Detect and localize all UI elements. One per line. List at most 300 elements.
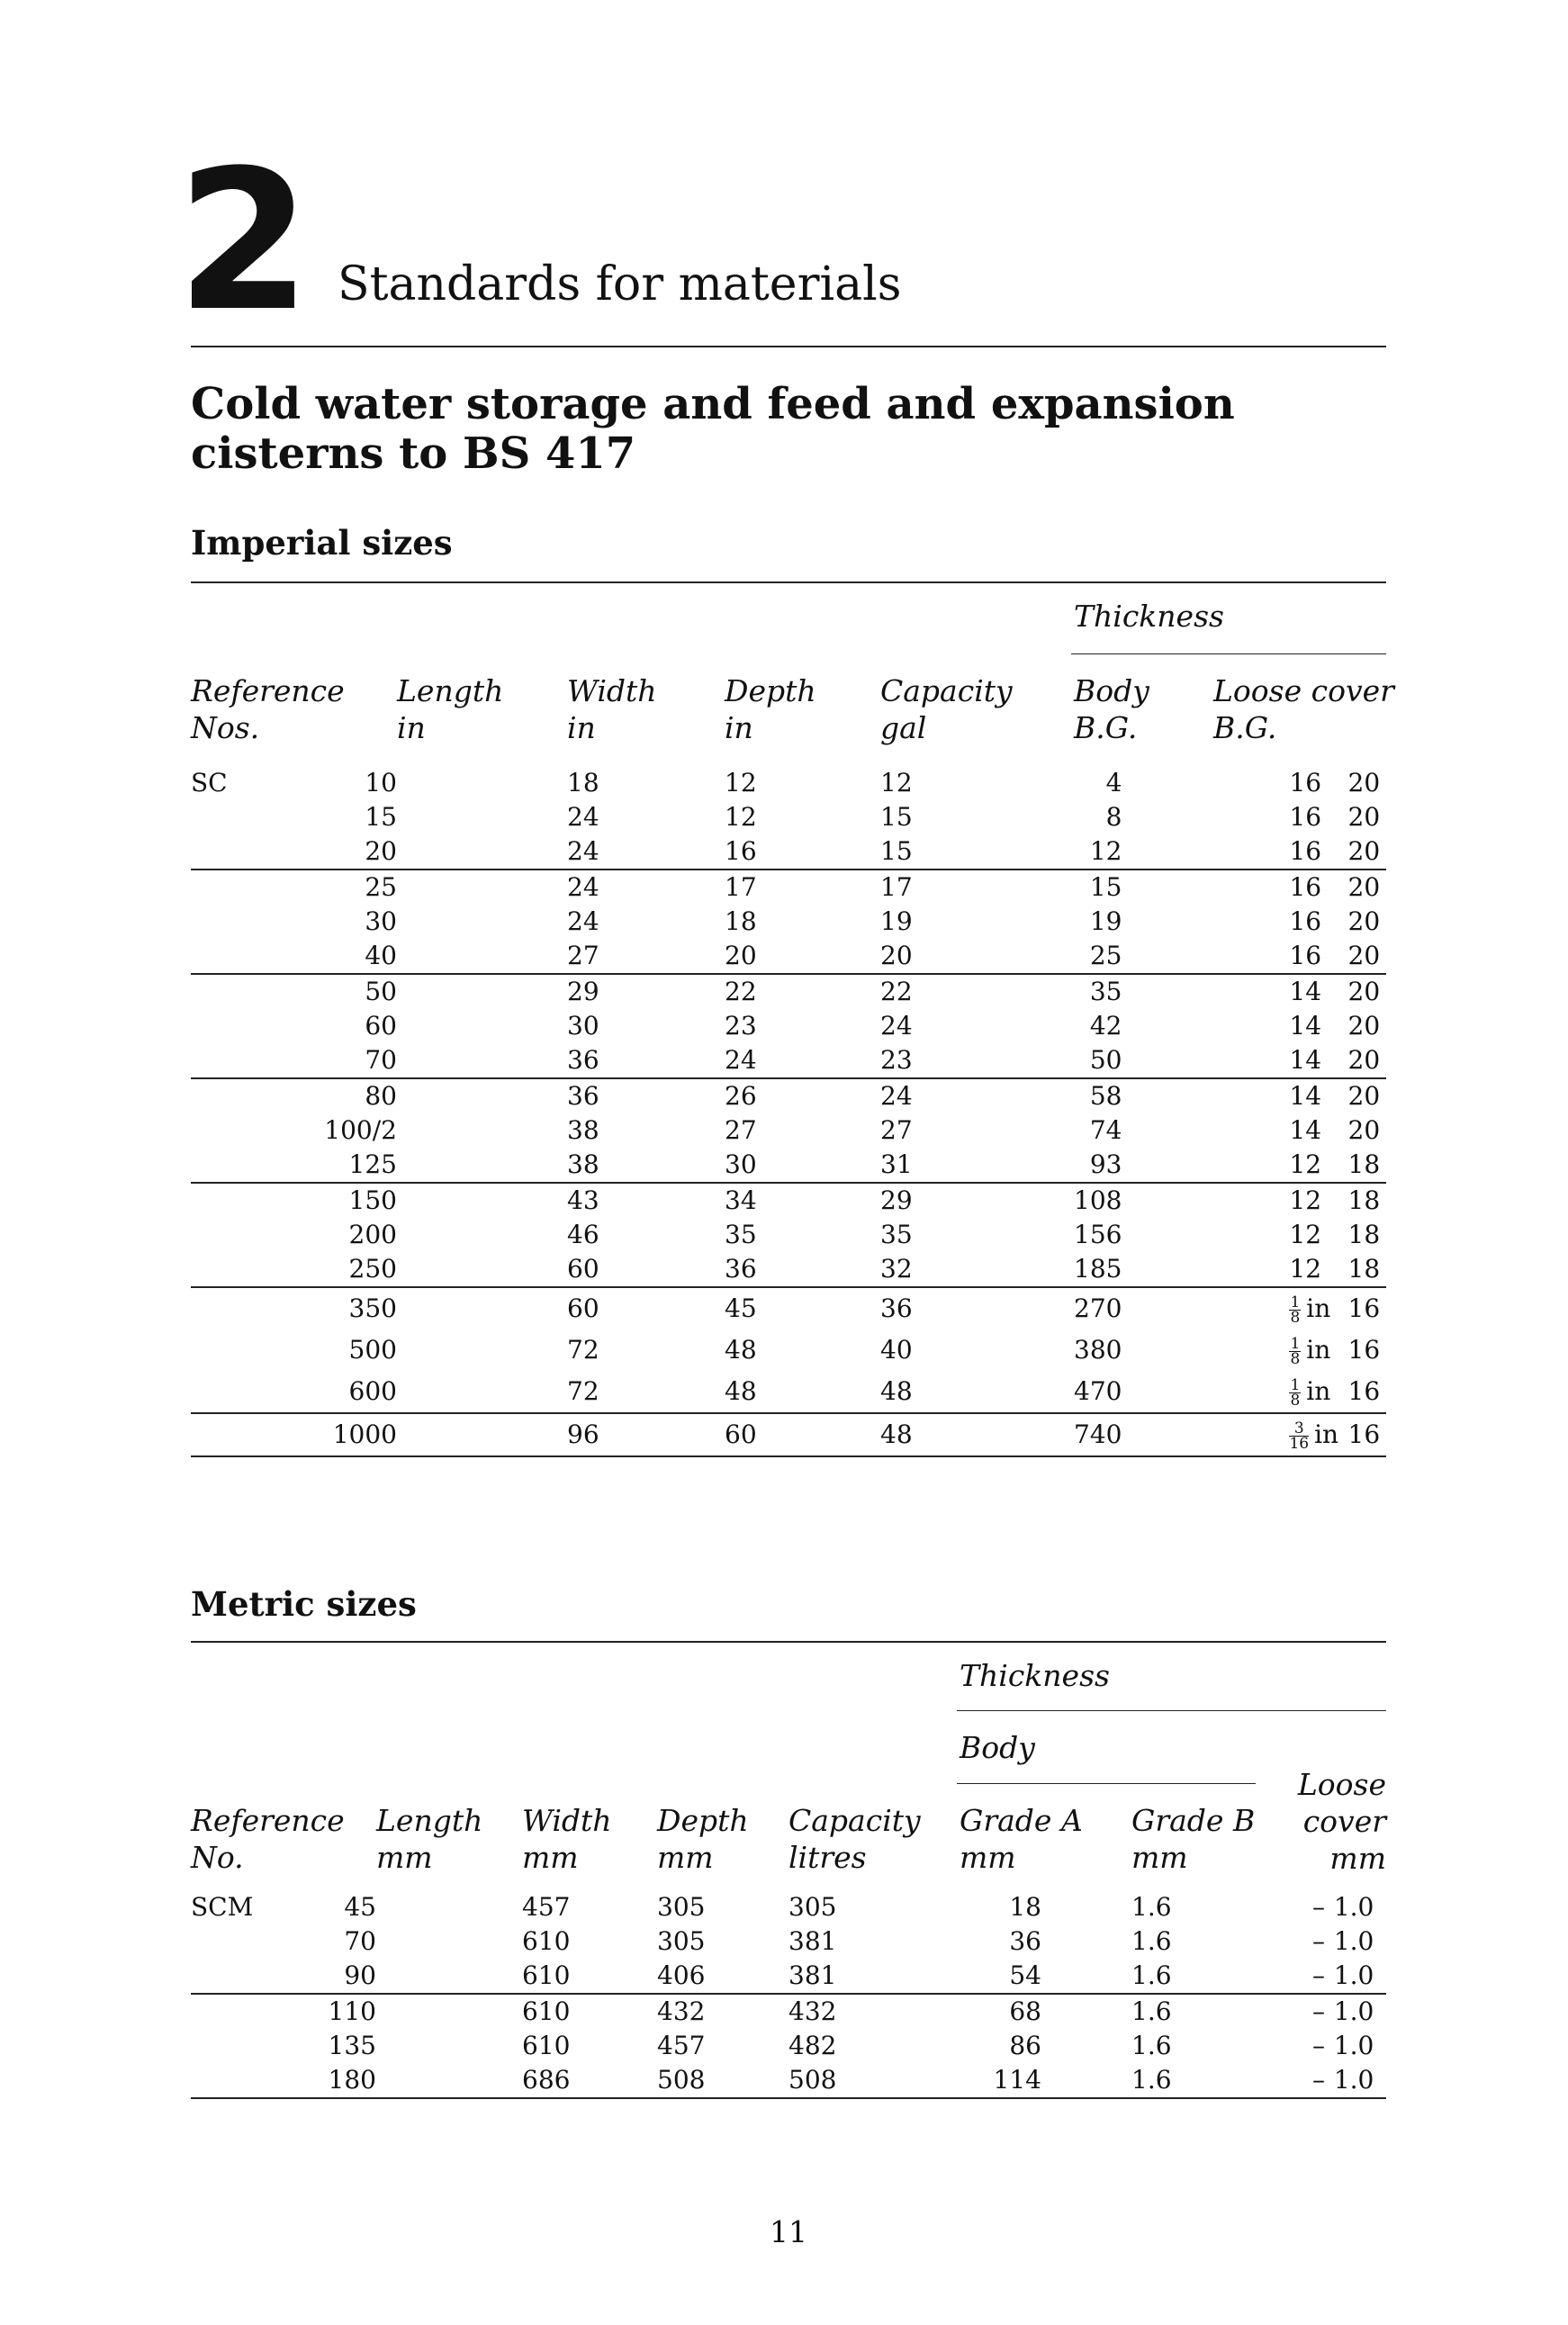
capacity-cell: 42 — [1089, 1011, 1122, 1041]
length-cell: 27 — [567, 941, 599, 970]
grade-a-cell: 1.6 — [1131, 1994, 1296, 2029]
width-cell: 305 — [657, 1926, 706, 1956]
width-cell: 305 — [657, 1892, 706, 1922]
fraction-denominator: 8 — [1290, 1350, 1301, 1368]
length-cell: 96 — [567, 1413, 725, 1456]
length-cell: 610 — [522, 1960, 571, 1990]
width-cell: 508 — [657, 2063, 789, 2098]
spacer-cell — [376, 1924, 522, 1959]
imperial-depth-header: Depth in — [725, 673, 816, 745]
length-cell: 24 — [567, 802, 599, 832]
width-cell: 27 — [725, 1115, 757, 1145]
body-cell: 12 — [1289, 1183, 1347, 1218]
table-row — [191, 1413, 1386, 1456]
capacity-cell: 25 — [1089, 941, 1122, 970]
grade-b-cell: – — [1296, 1994, 1334, 2029]
fraction-unit: in — [1306, 1293, 1331, 1323]
body-cell: 14 — [1289, 974, 1347, 1009]
capacity-cell: 86 — [1009, 2031, 1041, 2060]
fraction-unit: in — [1306, 1376, 1331, 1406]
table-row — [191, 1078, 1386, 1113]
spacer-cell — [397, 1148, 567, 1183]
reference-cell: 80 — [312, 1078, 397, 1113]
spacer-cell — [397, 800, 567, 834]
spacer-cell — [376, 1890, 522, 1924]
length-cell: 72 — [567, 1376, 599, 1406]
imperial-capacity-header: Capacity gal — [880, 673, 1013, 745]
grade-a-cell: 1.6 — [1131, 1960, 1172, 1990]
length-cell: 686 — [522, 2063, 657, 2098]
fraction-numerator: 1 — [1290, 1335, 1301, 1353]
cover-cell: 20 — [1347, 1045, 1381, 1075]
reference-prefix-cell — [191, 1329, 312, 1371]
body-cell — [1289, 1413, 1347, 1456]
capacity-cell: 270 — [1074, 1287, 1289, 1329]
cover-cell: 1.0 — [1334, 2063, 1386, 2098]
width-cell: 18 — [725, 906, 757, 936]
reference-prefix-cell: SCM — [191, 1892, 254, 1922]
metric-loose-cover-header: Loose cover mm — [1297, 1767, 1386, 1876]
reference-cell: 150 — [312, 1183, 397, 1218]
length-cell: 38 — [567, 1149, 599, 1179]
table-row — [191, 766, 1386, 800]
fraction — [1289, 1421, 1309, 1451]
table-row — [191, 1371, 1386, 1413]
reference-prefix-cell — [191, 1218, 312, 1252]
fraction — [1289, 1337, 1301, 1366]
cover-cell: 20 — [1347, 802, 1381, 832]
length-cell: 457 — [522, 1892, 571, 1922]
capacity-cell: 8 — [1105, 802, 1122, 832]
reference-prefix-cell — [191, 1371, 312, 1413]
length-cell: 60 — [567, 1287, 725, 1329]
cover-cell: 20 — [1347, 941, 1381, 970]
width-cell: 60 — [725, 1413, 880, 1456]
reference-prefix-cell — [191, 1078, 312, 1113]
body-cell — [1289, 1371, 1347, 1413]
cover-cell: 20 — [1347, 1011, 1381, 1041]
cover-cell: 20 — [1348, 870, 1386, 905]
depth-cell: 36 — [880, 1287, 1074, 1329]
grade-a-cell: 1.6 — [1131, 2031, 1172, 2060]
fraction-denominator: 8 — [1290, 1309, 1301, 1327]
chapter-rule — [191, 346, 1386, 347]
capacity-cell: 12 — [1089, 836, 1122, 866]
reference-cell: 110 — [303, 1994, 376, 2029]
spacer-cell — [376, 2029, 522, 2063]
cover-cell: 20 — [1347, 1115, 1381, 1145]
length-cell: 610 — [522, 2031, 571, 2060]
fraction — [1289, 1295, 1301, 1325]
reference-prefix-cell — [191, 1924, 303, 1959]
page-number: 11 — [770, 2214, 807, 2249]
spacer-cell — [397, 1043, 567, 1078]
depth-cell: 482 — [789, 2031, 837, 2060]
capacity-cell: 114 — [960, 2063, 1131, 2098]
metric-thickness-header: Thickness — [960, 1658, 1110, 1693]
width-cell: 22 — [725, 974, 880, 1009]
body-cell: 16 — [1289, 802, 1322, 832]
table-row — [191, 1148, 1386, 1183]
reference-cell: 135 — [328, 2031, 376, 2060]
grade-b-cell: – — [1312, 1892, 1325, 1922]
reference-prefix-cell — [191, 1287, 312, 1329]
depth-cell: 32 — [880, 1254, 913, 1284]
table-row — [191, 905, 1386, 939]
length-cell: 72 — [567, 1335, 599, 1365]
width-cell: 35 — [725, 1220, 757, 1249]
depth-cell: 381 — [789, 1926, 837, 1956]
spacer-cell — [376, 2063, 522, 2098]
width-cell: 12 — [725, 768, 757, 798]
imperial-length-header: Length in — [397, 673, 504, 745]
reference-cell: 70 — [344, 1926, 376, 1956]
spacer-cell — [397, 1252, 567, 1287]
capacity-cell: 93 — [1089, 1149, 1122, 1179]
length-cell: 46 — [567, 1220, 599, 1249]
width-cell: 26 — [725, 1078, 880, 1113]
metric-width-header: Width mm — [522, 1803, 612, 1875]
imperial-body-header: Body B.G. — [1074, 673, 1149, 745]
depth-cell: 29 — [880, 1183, 1074, 1218]
depth-cell: 48 — [880, 1413, 1074, 1456]
table-row — [191, 1113, 1386, 1148]
body-cell: 12 — [1289, 1220, 1322, 1249]
reference-prefix-cell — [191, 834, 312, 870]
capacity-cell: 18 — [1009, 1892, 1041, 1922]
reference-cell: 1000 — [312, 1413, 397, 1456]
width-cell: 48 — [725, 1376, 757, 1406]
depth-cell: 508 — [789, 2063, 960, 2098]
reference-prefix-cell — [191, 800, 312, 834]
spacer-cell — [376, 1994, 522, 2029]
length-cell: 610 — [522, 1994, 657, 2029]
cover-cell: 1.0 — [1333, 1926, 1374, 1956]
grade-b-cell: – — [1312, 1960, 1325, 1990]
reference-cell: 180 — [303, 2063, 376, 2098]
grade-a-cell: 1.6 — [1131, 1892, 1172, 1922]
cover-cell: 16 — [1347, 1335, 1381, 1365]
width-cell: 23 — [725, 1011, 757, 1041]
capacity-cell: 58 — [1074, 1078, 1289, 1113]
cover-cell: 1.0 — [1334, 1994, 1386, 2029]
reference-cell: 100/2 — [324, 1115, 397, 1145]
imperial-reference-header: Reference Nos. — [191, 673, 345, 745]
depth-cell: 27 — [880, 1115, 913, 1145]
metric-reference-header: Reference No. — [191, 1803, 345, 1875]
width-cell: 34 — [725, 1183, 880, 1218]
spacer-cell — [397, 766, 567, 800]
body-cell: 16 — [1289, 870, 1347, 905]
length-cell: 60 — [567, 1254, 599, 1284]
reference-prefix-cell — [191, 1413, 312, 1456]
table-row — [191, 1252, 1386, 1287]
reference-cell: 60 — [365, 1011, 397, 1041]
length-cell: 30 — [567, 1011, 599, 1041]
reference-prefix-cell — [191, 1959, 303, 1994]
metric-grade-b-header: Grade B mm — [1131, 1803, 1256, 1875]
table-row — [191, 1009, 1386, 1043]
body-cell: 16 — [1289, 836, 1322, 866]
depth-cell: 24 — [880, 1078, 1074, 1113]
capacity-cell: 185 — [1074, 1254, 1122, 1284]
capacity-cell: 108 — [1074, 1183, 1289, 1218]
cover-cell: 16 — [1347, 1376, 1381, 1406]
width-cell: 30 — [725, 1149, 757, 1179]
body-cell: 14 — [1289, 1045, 1322, 1075]
reference-prefix-cell — [191, 974, 312, 1009]
reference-cell: 250 — [348, 1254, 397, 1284]
table-row — [191, 974, 1386, 1009]
imperial-thickness-header: Thickness — [1074, 599, 1224, 634]
table-row — [191, 1218, 1386, 1252]
body-cell: 16 — [1289, 941, 1322, 970]
body-cell: 14 — [1289, 1011, 1322, 1041]
reference-prefix-cell: SC — [191, 768, 228, 798]
width-cell: 36 — [725, 1254, 757, 1284]
depth-cell: 12 — [880, 768, 913, 798]
width-cell: 406 — [657, 1960, 706, 1990]
metric-grade-a-header: Grade A mm — [960, 1803, 1083, 1875]
metric-subtitle: Metric sizes — [191, 1584, 417, 1624]
body-cell: 16 — [1289, 906, 1322, 936]
reference-cell: 45 — [344, 1892, 376, 1922]
table-row — [191, 1924, 1386, 1959]
width-cell: 45 — [725, 1287, 880, 1329]
table-row — [191, 1959, 1386, 1994]
length-cell: 36 — [567, 1045, 599, 1075]
capacity-cell: 15 — [1074, 870, 1289, 905]
reference-prefix-cell — [191, 939, 312, 974]
spacer-cell — [397, 939, 567, 974]
body-cell — [1289, 1329, 1347, 1371]
reference-cell: 200 — [348, 1220, 397, 1249]
reference-cell: 20 — [365, 836, 397, 866]
capacity-cell: 19 — [1089, 906, 1122, 936]
fraction-unit: in — [1306, 1335, 1331, 1365]
section-title-line-2: cisterns to BS 417 — [191, 428, 636, 479]
body-cell — [1289, 1287, 1347, 1329]
reference-prefix-cell — [191, 1183, 312, 1218]
depth-cell: 15 — [880, 836, 913, 866]
spacer-cell — [397, 1287, 567, 1329]
reference-prefix-cell — [191, 1252, 312, 1287]
reference-cell: 10 — [365, 768, 397, 798]
table-row — [191, 2063, 1386, 2098]
grade-b-cell: – — [1296, 2063, 1334, 2098]
length-cell: 24 — [567, 906, 599, 936]
fraction-numerator: 1 — [1290, 1376, 1301, 1394]
imperial-table — [191, 766, 1386, 1457]
reference-cell: 50 — [312, 974, 397, 1009]
grade-b-cell: – — [1312, 2031, 1325, 2060]
capacity-cell: 74 — [1089, 1115, 1122, 1145]
depth-cell: 31 — [880, 1149, 913, 1179]
spacer-cell — [397, 1329, 567, 1371]
depth-cell: 17 — [880, 870, 1074, 905]
body-cell: 14 — [1289, 1078, 1347, 1113]
width-cell: 20 — [725, 941, 757, 970]
reference-cell: 15 — [365, 802, 397, 832]
spacer-cell — [397, 1009, 567, 1043]
depth-cell: 20 — [880, 941, 913, 970]
capacity-cell: 156 — [1074, 1220, 1122, 1249]
spacer-cell — [397, 1113, 567, 1148]
section-title — [191, 380, 1386, 479]
reference-prefix-cell — [191, 1148, 312, 1183]
imperial-top-rule — [191, 581, 1386, 583]
imperial-loose-cover-header: Loose cover B.G. — [1213, 673, 1394, 745]
chapter-number: 2 — [176, 128, 306, 354]
depth-cell: 15 — [880, 802, 913, 832]
reference-cell: 40 — [365, 941, 397, 970]
grade-a-cell: 1.6 — [1131, 1926, 1172, 1956]
depth-cell: 22 — [880, 974, 1074, 1009]
length-cell: 24 — [567, 836, 599, 866]
reference-cell: 70 — [365, 1045, 397, 1075]
fraction-denominator: 8 — [1290, 1392, 1301, 1410]
capacity-cell: 740 — [1074, 1413, 1289, 1456]
width-cell: 17 — [725, 870, 880, 905]
length-cell: 29 — [567, 974, 725, 1009]
imperial-thickness-rule — [1071, 653, 1386, 654]
cover-cell: 18 — [1347, 1254, 1381, 1284]
reference-prefix-cell — [191, 1994, 303, 2029]
reference-cell: 90 — [344, 1960, 376, 1990]
width-cell: 432 — [657, 1994, 789, 2029]
cover-cell: 1.0 — [1333, 1960, 1374, 1990]
width-cell: 12 — [725, 802, 757, 832]
capacity-cell: 4 — [1105, 768, 1122, 798]
table-row — [191, 800, 1386, 834]
length-cell: 18 — [567, 768, 599, 798]
capacity-cell: 54 — [1009, 1960, 1041, 1990]
cover-cell: 20 — [1348, 974, 1386, 1009]
grade-b-cell: – — [1312, 1926, 1325, 1956]
spacer-cell — [397, 974, 567, 1009]
table-row — [191, 870, 1386, 905]
reference-prefix-cell — [191, 2063, 303, 2098]
spacer-cell — [397, 1371, 567, 1413]
cover-cell: 1.0 — [1333, 1892, 1374, 1922]
reference-prefix-cell — [191, 2029, 303, 2063]
depth-cell: 40 — [880, 1335, 913, 1365]
reference-prefix-cell — [191, 1113, 312, 1148]
cover-cell: 18 — [1348, 1183, 1386, 1218]
fraction-numerator: 3 — [1289, 1421, 1309, 1437]
length-cell: 38 — [567, 1115, 599, 1145]
body-cell: 12 — [1289, 1149, 1322, 1179]
metric-table — [191, 1890, 1386, 2099]
cover-cell: 16 — [1348, 1287, 1386, 1329]
table-row — [191, 1329, 1386, 1371]
depth-cell: 305 — [789, 1892, 837, 1922]
capacity-cell: 380 — [1074, 1335, 1122, 1365]
table-row — [191, 834, 1386, 870]
table-row — [191, 1287, 1386, 1329]
cover-cell: 16 — [1348, 1413, 1386, 1456]
metric-body-header: Body — [960, 1730, 1035, 1765]
width-cell: 48 — [725, 1335, 757, 1365]
body-cell: 12 — [1289, 1254, 1322, 1284]
reference-prefix-cell — [191, 1009, 312, 1043]
fraction — [1289, 1378, 1301, 1408]
reference-cell: 25 — [312, 870, 397, 905]
spacer-cell — [397, 1183, 567, 1218]
depth-cell: 19 — [880, 906, 913, 936]
reference-prefix-cell — [191, 905, 312, 939]
metric-top-rule — [191, 1641, 1386, 1643]
depth-cell: 35 — [880, 1220, 913, 1249]
length-cell: 610 — [522, 1926, 571, 1956]
chapter-title: Standards for materials — [338, 257, 902, 311]
table-row — [191, 939, 1386, 974]
cover-cell: 20 — [1347, 768, 1381, 798]
depth-cell: 432 — [789, 1994, 960, 2029]
depth-cell: 24 — [880, 1011, 913, 1041]
spacer-cell — [397, 1413, 567, 1456]
metric-capacity-header: Capacity litres — [789, 1803, 921, 1875]
table-row — [191, 1183, 1386, 1218]
spacer-cell — [376, 1959, 522, 1994]
cover-cell: 20 — [1348, 1078, 1386, 1113]
table-row — [191, 1994, 1386, 2029]
capacity-cell: 36 — [1009, 1926, 1041, 1956]
capacity-cell: 50 — [1089, 1045, 1122, 1075]
fraction-numerator: 1 — [1290, 1293, 1301, 1311]
width-cell: 16 — [725, 836, 757, 866]
length-cell: 24 — [567, 870, 725, 905]
spacer-cell — [397, 870, 567, 905]
reference-prefix-cell — [191, 870, 312, 905]
metric-body-rule — [957, 1783, 1256, 1784]
length-cell: 36 — [567, 1078, 725, 1113]
metric-thickness-rule — [957, 1710, 1386, 1711]
cover-cell: 20 — [1347, 906, 1381, 936]
width-cell: 24 — [725, 1045, 757, 1075]
body-cell: 16 — [1289, 768, 1322, 798]
section-title-line-1: Cold water storage and feed and expansion — [191, 379, 1235, 429]
metric-length-header: Length mm — [376, 1803, 483, 1875]
grade-a-cell: 1.6 — [1131, 2063, 1296, 2098]
capacity-cell: 470 — [1074, 1376, 1122, 1406]
reference-prefix-cell — [191, 1043, 312, 1078]
table-row — [191, 2029, 1386, 2063]
body-cell: 14 — [1289, 1115, 1322, 1145]
cover-cell: 20 — [1347, 836, 1381, 866]
capacity-cell: 35 — [1074, 974, 1289, 1009]
reference-cell: 125 — [348, 1149, 397, 1179]
depth-cell: 48 — [880, 1376, 913, 1406]
fraction-unit: in — [1314, 1419, 1339, 1449]
imperial-width-header: Width in — [567, 673, 657, 745]
cover-cell: 1.0 — [1333, 2031, 1374, 2060]
reference-cell: 500 — [348, 1335, 397, 1365]
width-cell: 457 — [657, 2031, 706, 2060]
reference-cell: 30 — [365, 906, 397, 936]
reference-cell: 350 — [312, 1287, 397, 1329]
capacity-cell: 68 — [960, 1994, 1131, 2029]
depth-cell: 381 — [789, 1960, 837, 1990]
imperial-subtitle: Imperial sizes — [191, 523, 453, 563]
depth-cell: 23 — [880, 1045, 913, 1075]
cover-cell: 18 — [1347, 1220, 1381, 1249]
spacer-cell — [397, 1218, 567, 1252]
length-cell: 43 — [567, 1183, 725, 1218]
spacer-cell — [397, 905, 567, 939]
spacer-cell — [397, 1078, 567, 1113]
metric-depth-header: Depth mm — [657, 1803, 749, 1875]
